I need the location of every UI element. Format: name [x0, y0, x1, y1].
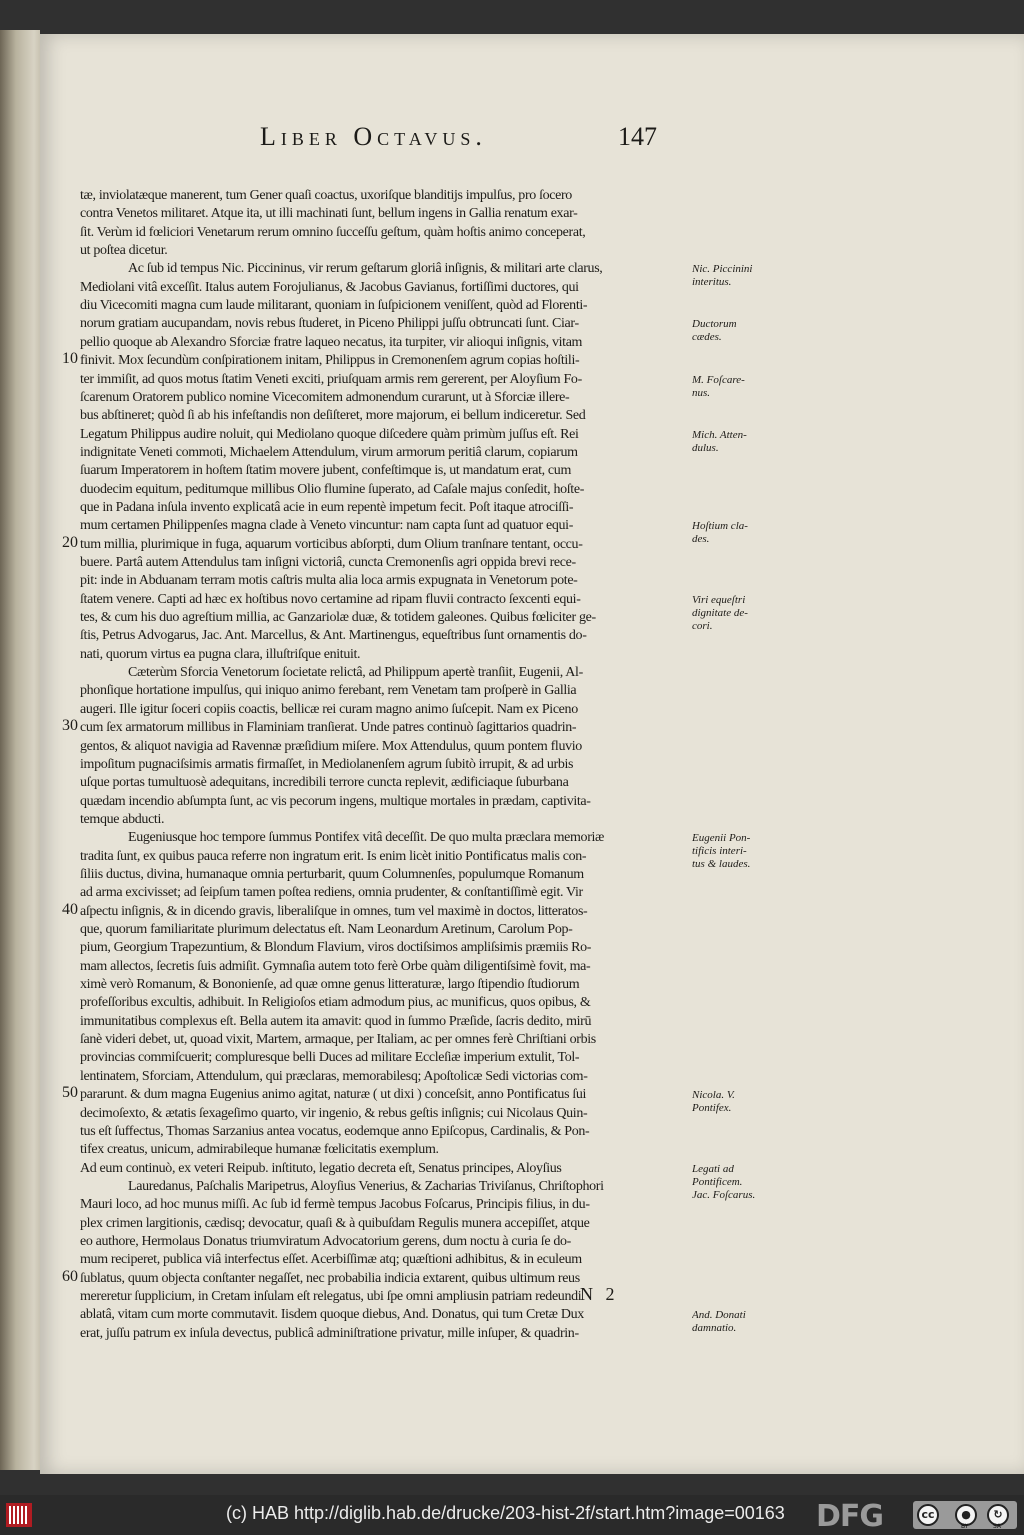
running-head: [40, 122, 1024, 162]
text-line: erat, juſſu patrum ex inſula devectus, publicâ adminiſtratione privatur, mille inſuper, & quadrin-: [80, 1325, 579, 1341]
text-line: ſtatem venere. Capti ad hæc ex hoſtibus novo certamine ad ripam fluvii contracto ſexcenti equi-: [80, 591, 581, 607]
text-line: tæ, inviolatæque manerent, tum Gener quaſi coactus, uxoriſque blanditijs impulſus, pro ſocero: [80, 188, 572, 203]
margin-note: [692, 1163, 784, 1202]
margin-note-line: Eugenii Pon-: [692, 832, 751, 845]
margin-note-line: interitus.: [692, 276, 732, 289]
text-line: ut poſtea dicetur.: [80, 243, 168, 259]
text-line: buere. Partâ autem Attendulus tam inſigni victoriâ, cuncta Cremonenſis agri oppida brevi rece-: [80, 555, 576, 570]
text-line: pararunt. & dum magna Eugenius animo agitat, naturæ ( ut dixi ) conceſsit, anno Pontificatus ſui: [80, 1087, 587, 1103]
text-line: ſanè videri debet, ut, quoad vixit, Martem, armaque, per Italiam, ac per omnes ferè Chriſtiani orbis: [80, 1032, 596, 1048]
margin-note-line: des.: [692, 533, 710, 546]
line-number: 50: [62, 1084, 78, 1102]
margin-note-line: dulus.: [692, 441, 719, 454]
line-number: 60: [62, 1267, 78, 1285]
margin-note-line: tus & laudes.: [692, 858, 751, 871]
running-title: Liber Octavus.: [260, 122, 487, 151]
margin-note-line: nus.: [692, 386, 711, 399]
text-line: bus abſtineret; quòd ſi ab his infeſtandis non deſiſteret, more majorum, ei bellum indiceretur. Sed: [80, 408, 586, 424]
margin-note: [692, 374, 784, 400]
margin-note-line: Legati ad: [692, 1162, 734, 1175]
folio-number: 147: [618, 122, 657, 151]
footer-bar: [0, 1495, 1024, 1535]
text-line: Lauredanus, Paſchalis Maripetrus, Aloyſius Venerius, & Zacharias Triviſanus, Chriſtophori: [128, 1178, 604, 1194]
text-line: Cæterùm Sforcia Venetorum ſocietate relictâ, ad Philippum apertè tranſiit, Eugenii, Al-: [128, 665, 583, 681]
text-line: contra Venetos militaret. Atque ita, ut illi machinati ſunt, bellum ingens in Gallia renatum exar-: [80, 206, 578, 222]
margin-note-line: tificis interi-: [692, 845, 747, 858]
source-credit-link[interactable]: (c) HAB http://diglib.hab.de/drucke/203-hist-2f/start.htm?image=00163: [226, 1503, 785, 1523]
text-line: gentos, & aliquot navigia ad Ravennæ præſidium miſere. Mox Attendulus, quum pontem fluvio: [80, 738, 582, 754]
text-line: mam allectos, ſecretis ſuis admiſit. Gymnaſia autem toto ferè Orbe quàm diligentiſsimè fovit, ma-: [80, 958, 591, 974]
text-line: diu Vicecomiti magna cum laude militarant, quoniam in ſuſpicionem veniſſent, quòd ad Florenti-: [80, 298, 588, 314]
text-line: tifex creatus, unicum, admirabileque humanæ fœlicitatis exemplum.: [80, 1142, 439, 1158]
share-alike-icon: ↻: [987, 1504, 1009, 1526]
margin-note: [692, 520, 784, 546]
line-number: 20: [62, 533, 78, 551]
text-line: plex crimen largitionis, cædisq; devocatur, quaſi & à quibuſdam Regulis munera accepiſſet, atque: [80, 1215, 590, 1231]
text-line: pellio quoque ab Alexandro Sforciæ fratre laqueo necatus, ita turpiter, vir alioqui inſignis, vitam: [80, 334, 583, 350]
text-line: Legatum Philippus audire noluit, qui Mediolano quoque diſcedere quàm primùm juſſus eſt. Rei: [80, 426, 579, 442]
margin-note-line: And. Donati: [692, 1309, 746, 1322]
text-line: mereretur ſupplicium, in Cretam inſulam eſt relegatus, ubi ſpe omni ampliusin patriam redeundi: [80, 1289, 582, 1304]
margin-note-line: dignitate de-: [692, 606, 748, 619]
margin-note-line: Ductorum: [692, 318, 737, 331]
text-line: que, quorum familiaritate plurimum delectatus eſt. Nam Leonardum Aretinum, Carolum Pop-: [80, 922, 573, 937]
text-line: ſublatus, quum objecta conſtanter negaſſet, nec probabilia indicia extarent, quibus ultimum reus: [80, 1270, 580, 1286]
text-line: pium, Georgium Trapezuntium, & Blondum Flavium, viros doctiſsimos ampliſsimis præmiis Ro-: [80, 940, 592, 956]
text-line: immunitatibus complexus eſt. Bella autem ita amavit: quod in ſummo Præſide, ſacris dedito, mirū: [80, 1013, 592, 1029]
line-number: 10: [62, 350, 78, 368]
sa-label: SA: [993, 1523, 1002, 1530]
signature-mark: N 2: [580, 1284, 619, 1304]
margin-note: [692, 1309, 784, 1335]
text-line: provincias commiſcuerit; compluresque belli Duces ad militare Eccleſiæ imperium extulit, Tol-: [80, 1050, 580, 1066]
cc-icon: cc: [917, 1504, 939, 1526]
margin-note-line: Pontificem.: [692, 1175, 743, 1188]
margin-note: [692, 832, 784, 871]
text-line: impoſitum pugnaciſsimis armatis firmaſſet, in Mediolanenſem agrum ſubitò irrupit, & ad urbis: [80, 756, 574, 772]
text-line: pit: inde in Abduanam terram motis caſtris multa alia loca armis expugnata in Venetorum pote-: [80, 573, 578, 589]
margin-note-line: Pontifex.: [692, 1102, 732, 1115]
text-line: tus eſt ſuffectus, Thomas Sarzanius antea vocatus, eodemque anno Epiſcopus, Cardinalis, & Pon-: [80, 1123, 590, 1139]
text-line: Eugeniusque hoc tempore ſummus Pontifex vitâ deceſſit. De quo multa præclara memoriæ: [128, 830, 605, 846]
text-line: eo authore, Hermolaus Donatus triumviratum Advocatorium gerens, dum noctu à curia ſe do-: [80, 1233, 571, 1249]
text-line: ſtis, Petrus Advogarus, Jac. Ant. Marcellus, & Ant. Martinengus, equeſtribus ſunt ornamentis do-: [80, 628, 587, 644]
text-line: ter immiſit, ad quos motus ſtatim Veneti exciti, priuſquam armis rem gererent, per Aloyſium Fo-: [80, 371, 582, 387]
text-line: mum certamen Philippenſes magna clade à Veneto vincuntur: nam capta ſunt ad quatuor equi-: [80, 518, 574, 534]
margin-note-line: cori.: [692, 619, 713, 632]
margin-note-line: Mich. Atten-: [692, 428, 747, 441]
text-line: Ac ſub id tempus Nic. Piccininus, vir rerum geſtarum gloriâ inſignis, & militari arte clarus,: [128, 261, 603, 277]
text-line: duodecim equitum, peditumque millibus Olio flumine ſuperato, ad Caſale majus conſedit, hoſte-: [80, 481, 585, 497]
margin-note: [692, 594, 784, 633]
by-label: BY: [961, 1523, 969, 1530]
text-line: decimoſexto, & ætatis ſexageſimo quarto, vir ingenio, & rebus geſtis inſignis; cui Nicolaus Quin-: [80, 1105, 588, 1121]
margin-note: [692, 429, 784, 455]
text-line: uſque portas tumultuosè adequitans, incredibili terrore cuncta replevit, ædificiaque ſuburbana: [80, 775, 569, 791]
text-line: ſiliis ductus, divina, humanaque omnia perturbarit, quum Columnenſes, populumque Romanum: [80, 866, 584, 882]
cc-license-badge[interactable]: [913, 1501, 1017, 1529]
text-line: Ad eum continuò, ex veteri Reipub. inſtituto, legatio decreta eſt, Senatus principes, Aloyſius: [80, 1160, 562, 1176]
line-number: 30: [62, 717, 78, 735]
attribution-icon: ●: [955, 1504, 977, 1526]
text-line: lentinatem, Sforciam, Attendulum, qui præclaras, memorabilesq; Apoſtolicæ Sedi victorias com-: [80, 1068, 588, 1084]
margin-note: [692, 263, 784, 289]
text-line: indignitate Veneti commoti, Michaelem Attendulum, virum armorum peritiâ clarum, copiarum: [80, 444, 578, 460]
text-line: mum reciperet, publica viâ interfectus eſſet. Acerbiſſimæ atq; quæſtioni adhibitus, & in eculeum: [80, 1252, 582, 1268]
text-line: tum millia, plurimique in fuga, aquarum vorticibus abſorpti, dum Olium tranſnare tentant, occu-: [80, 536, 583, 552]
dfg-logo: DFG: [816, 1499, 884, 1534]
text-line: tes, & cum his duo agreſtium millia, ac Ganzariolæ duæ, & totidem galeones. Quibus fœliciter ge-: [80, 610, 596, 626]
margin-note-line: Hoſtium cla-: [692, 520, 748, 533]
text-line: cum ſex armatorum millibus in Flaminiam tranſierat. Unde patres continuò ſagittarios quadrin-: [80, 720, 577, 736]
text-line: ximè verò Romanum, & Bononienſe, ad quæ omne genus litteraturæ, largo ſtipendio ſtudiorum: [80, 977, 580, 993]
book-page: [40, 34, 1024, 1474]
text-line: temque abducti.: [80, 811, 165, 827]
text-line: Mediolani vitâ exceſſit. Italus autem Forojulianus, & Jacobus Gavianus, fortiſſimi ductores, qui: [80, 279, 579, 295]
text-line: ablatâ, vitam cum morte commutavit. Iisdem quoque diebus, And. Donatus, qui tum Cretæ Dux: [80, 1307, 584, 1323]
margin-note-line: Jac. Foſcarus.: [692, 1188, 756, 1201]
library-logo-icon: [6, 1503, 32, 1527]
text-line: ſcarenum Oratorem publico nomine Vicecomitem admonendum curarunt, ut à Sforciæ illere-: [80, 389, 570, 405]
text-line: aſpectu inſignis, & in dicendo gravis, liberaliſque in omnes, tum vel maximè in doctos, litteratos-: [80, 903, 588, 919]
text-line: nati, quorum virtus ea pugna clara, illuſtriſque enituit.: [80, 646, 361, 662]
text-line: profeſſoribus excultis, adhibuit. In Religioſos etiam admodum pius, ac munificus, quos opibus, &: [80, 995, 591, 1011]
text-line: ſuarum Imperatorem in hoſtem ſtatim movere jubent, confeſtimque is, ut mandatum erat, cum: [80, 463, 571, 479]
margin-note: [692, 318, 784, 344]
margin-note-line: Nicola. V.: [692, 1089, 735, 1102]
margin-note-line: Nic. Piccinini: [692, 263, 753, 276]
text-line: ſit. Verùm id fœliciori Venetarum rerum omnino ſucceſſu geſtum, quàm hoſtis animo conceperat,: [80, 224, 586, 240]
margin-note-line: Viri equeſtri: [692, 593, 746, 606]
text-line: finivit. Mox ſecundùm conſpirationem initam, Philippus in Cremonenſem agrum copias hoſtili-: [80, 353, 580, 369]
margin-note-line: cædes.: [692, 331, 722, 344]
text-line: phonſique hortatione impulſus, qui iniquo animo ferebant, rem Venetam tam proſperè in Gallia: [80, 683, 577, 699]
text-line: norum gratiam aucupandam, novis rebus ſtuderet, in Piceno Philippi juſſu obtruncati ſunt. Ciar-: [80, 316, 579, 332]
margin-note-line: damnatio.: [692, 1322, 737, 1335]
text-line: ad arma excivisset; ad ſeipſum tamen poſtea rediens, omnia prudenter, & conſtantiſſimè egit. Vir: [80, 885, 583, 901]
margin-note-line: M. Foſcare-: [692, 373, 745, 386]
text-line: tradita ſunt, ex quibus pauca referre non ingratum erit. Is enim licèt initio Pontificatus malis con-: [80, 848, 587, 864]
previous-page-edge: [0, 30, 40, 1470]
text-line: que in Padana inſula invento explicatâ acie in eum repentè impetum fecit. Poſt itaque atrociſſi-: [80, 499, 574, 515]
margin-note: [692, 1089, 784, 1115]
text-line: quædam incendio abſumpta ſunt, ac vis pecorum ingens, multique mortales in prædam, captivita-: [80, 793, 591, 809]
line-number: 40: [62, 900, 78, 918]
text-line: Mauri loco, ad hoc munus miſſi. Ac ſub id fermè tempus Jacobus Foſcarus, Principis filius, in du-: [80, 1197, 590, 1213]
text-line: augeri. Ille igitur ſoceri copiis coactis, bellicæ rei curam magno animo ſuſcepit. Nam ex Piceno: [80, 701, 578, 717]
